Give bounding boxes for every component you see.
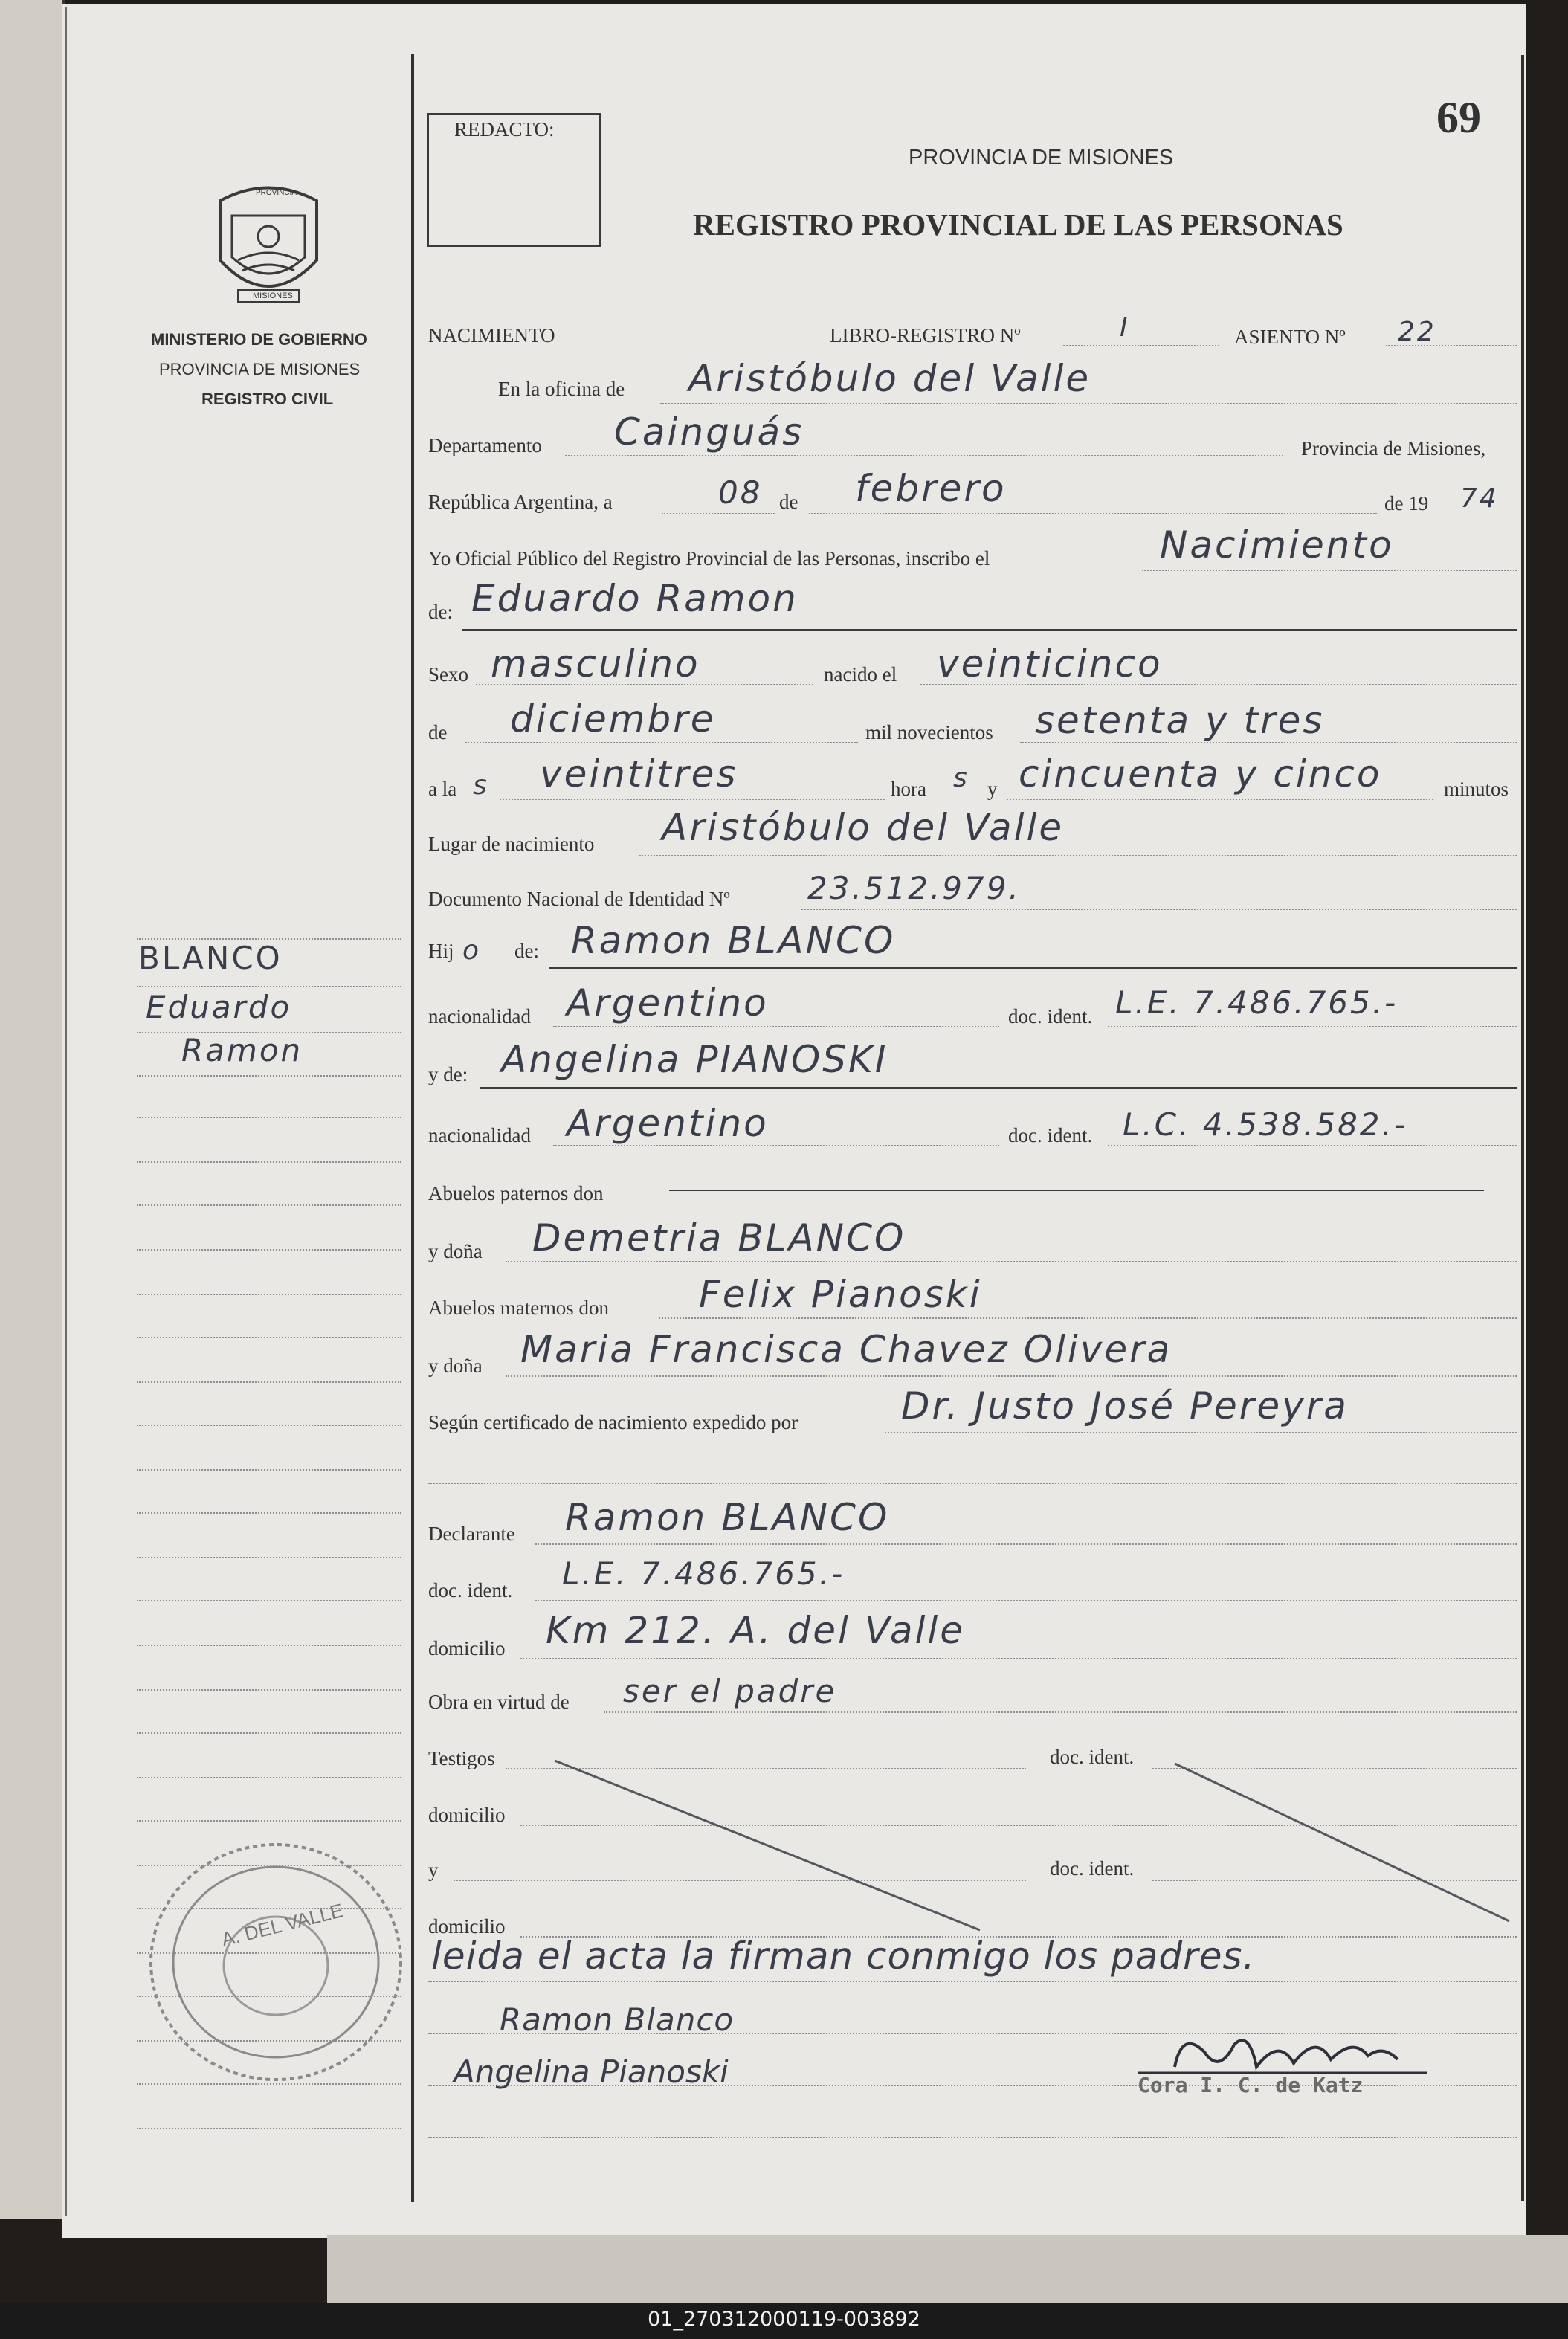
label-y-hora: y [987, 778, 998, 800]
label-y-testigo2: y [428, 1859, 439, 1881]
label-libro: LIBRO-REGISTRO Nº [830, 324, 1021, 346]
label-oficina: En la oficina de [498, 378, 625, 400]
footer-id: 01_270312000119-003892 [648, 2308, 920, 2331]
value-declarante[interactable]: Ramon BLANCO [565, 1496, 890, 1539]
value-sexo[interactable]: masculino [491, 642, 700, 685]
label-republica: República Argentina, a [428, 491, 613, 513]
label-segun: Según certificado de nacimiento expedido por [428, 1411, 798, 1433]
signature-father: Ramon Blanco [500, 2001, 735, 2038]
label-a-la: a la [428, 778, 457, 800]
margin-surname: BLANCO [138, 940, 283, 976]
label-doc-testigo2: doc. ident. [1050, 1857, 1135, 1880]
label-de-mes: de [779, 491, 798, 513]
label-nacido-el: nacido el [824, 663, 897, 685]
value-nacionalidad-padre[interactable]: Argentino [567, 981, 769, 1025]
label-doc-testigo1: doc. ident. [1050, 1746, 1135, 1768]
label-doc-declarante: doc. ident. [428, 1579, 513, 1601]
label-y-dona-paterna: y doña [428, 1240, 483, 1262]
page-number: 69 [1436, 93, 1481, 142]
province-header: PROVINCIA DE MISIONES [909, 146, 1174, 170]
label-y-dona-materna: y doña [428, 1355, 483, 1377]
label-doc-padre: doc. ident. [1008, 1005, 1093, 1027]
label-minutos: minutos [1444, 778, 1509, 800]
value-nacido-dia[interactable]: veinticinco [937, 642, 1163, 685]
label-nacimiento: NACIMIENTO [428, 324, 555, 346]
label-testigos: Testigos [428, 1747, 495, 1769]
value-lugar[interactable]: Aristóbulo del Valle [662, 806, 1065, 849]
label-doc-madre: doc. ident. [1008, 1124, 1093, 1146]
value-departamento[interactable]: Cainguás [614, 410, 804, 454]
value-dia[interactable]: 08 [718, 474, 763, 511]
label-mil-novecientos: mil novecientos [865, 721, 993, 743]
value-padre[interactable]: Ramon BLANCO [571, 919, 896, 962]
label-yo-oficial: Yo Oficial Público del Registro Provincial de las Personas, inscribo el [428, 547, 990, 570]
label-departamento: Departamento [428, 434, 542, 456]
value-anio[interactable]: 74 [1460, 483, 1499, 514]
line-closing-4 [428, 2137, 1517, 2138]
label-domicilio-testigo1: domicilio [428, 1804, 506, 1826]
label-y-de-madre: y de: [428, 1063, 468, 1085]
label-nacionalidad-padre: nacionalidad [428, 1005, 531, 1027]
value-doc-madre[interactable]: L.C. 4.538.582.- [1123, 1106, 1408, 1143]
value-suffix-s2: s [953, 763, 969, 793]
ministry-line3: REGISTRO CIVIL [201, 390, 334, 408]
seal-bottom-text: MISIONES [253, 291, 293, 300]
label-lugar: Lugar de nacimiento [428, 833, 595, 855]
margin-middle-name: Ramon [181, 1032, 303, 1068]
label-de-nacido-mes: de [428, 721, 448, 743]
value-madre[interactable]: Angelina PIANOSKI [501, 1038, 888, 1081]
label-de-19: de 19 [1384, 492, 1429, 514]
label-obra: Obra en virtud de [428, 1691, 570, 1713]
label-declarante: Declarante [428, 1523, 515, 1545]
value-nombre[interactable]: Eduardo Ramon [471, 577, 798, 620]
label-asiento: ASIENTO Nº [1234, 326, 1346, 348]
registry-title: REGISTRO PROVINCIAL DE LAS PERSONAS [693, 207, 1343, 242]
label-hora: hora [891, 778, 926, 800]
value-acto[interactable]: Nacimiento [1160, 523, 1394, 567]
ministry-line2: PROVINCIA DE MISIONES [159, 360, 361, 378]
value-hora[interactable]: veintitres [540, 752, 738, 796]
seal-top-text: PROVINCIA [256, 189, 297, 197]
label-sexo: Sexo [428, 663, 468, 685]
label-de-padre: de: [514, 940, 539, 962]
margin-given-name: Eduardo [146, 989, 292, 1025]
value-nacido-mes[interactable]: diciembre [510, 697, 716, 741]
value-domicilio[interactable]: Km 212. A. del Valle [546, 1609, 966, 1652]
ministry-line1: MINISTERIO DE GOBIERNO [151, 330, 367, 349]
label-domicilio: domicilio [428, 1637, 506, 1659]
value-libro[interactable]: I [1120, 312, 1130, 343]
value-oficina[interactable]: Aristóbulo del Valle [688, 357, 1091, 400]
closing-note: leida el acta la firman conmigo los padres. [431, 1935, 1256, 1978]
redacto-label: REDACTO: [454, 118, 555, 141]
stamp-text: A. DEL VALLE [219, 1899, 346, 1951]
value-nacionalidad-madre[interactable]: Argentino [567, 1102, 769, 1145]
value-certificado[interactable]: Dr. Justo José Pereyra [901, 1384, 1349, 1427]
label-abuelos-maternos: Abuelos maternos don [428, 1297, 609, 1319]
label-documento: Documento Nacional de Identidad Nº [428, 888, 730, 910]
label-abuelos-paternos: Abuelos paternos don [428, 1182, 604, 1204]
label-hij: Hij [428, 940, 454, 962]
label-provincia: Provincia de Misiones, [1301, 437, 1486, 459]
value-abuelo-materno[interactable]: Felix Pianoski [699, 1273, 982, 1316]
label-nacionalidad-madre: nacionalidad [428, 1124, 531, 1146]
label-domicilio-testigo2: domicilio [428, 1915, 506, 1938]
value-minutos[interactable]: cincuenta y cinco [1019, 752, 1382, 796]
signature-mother: Angelina Pianoski [454, 2054, 729, 2090]
label-de-nombre: de: [428, 601, 453, 623]
value-nacido-anio[interactable]: setenta y tres [1035, 699, 1325, 742]
official-stamp-name: Cora I. C. de Katz [1138, 2073, 1364, 2097]
value-obra[interactable]: ser el padre [623, 1673, 837, 1709]
value-asiento[interactable]: 22 [1398, 317, 1436, 347]
value-dni[interactable]: 23.512.979. [807, 870, 1021, 906]
value-doc-declarante[interactable]: L.E. 7.486.765.- [562, 1555, 845, 1592]
value-doc-padre[interactable]: L.E. 7.486.765.- [1115, 984, 1398, 1021]
value-suffix-s1: s [473, 770, 489, 801]
value-hijo-suffix: o [462, 935, 482, 966]
value-abuela-paterna[interactable]: Demetria BLANCO [532, 1216, 906, 1259]
value-abuela-materna[interactable]: Maria Francisca Chavez Olivera [520, 1328, 1172, 1371]
value-mes[interactable]: febrero [855, 467, 1007, 510]
line-closing-1 [428, 1981, 1517, 1982]
